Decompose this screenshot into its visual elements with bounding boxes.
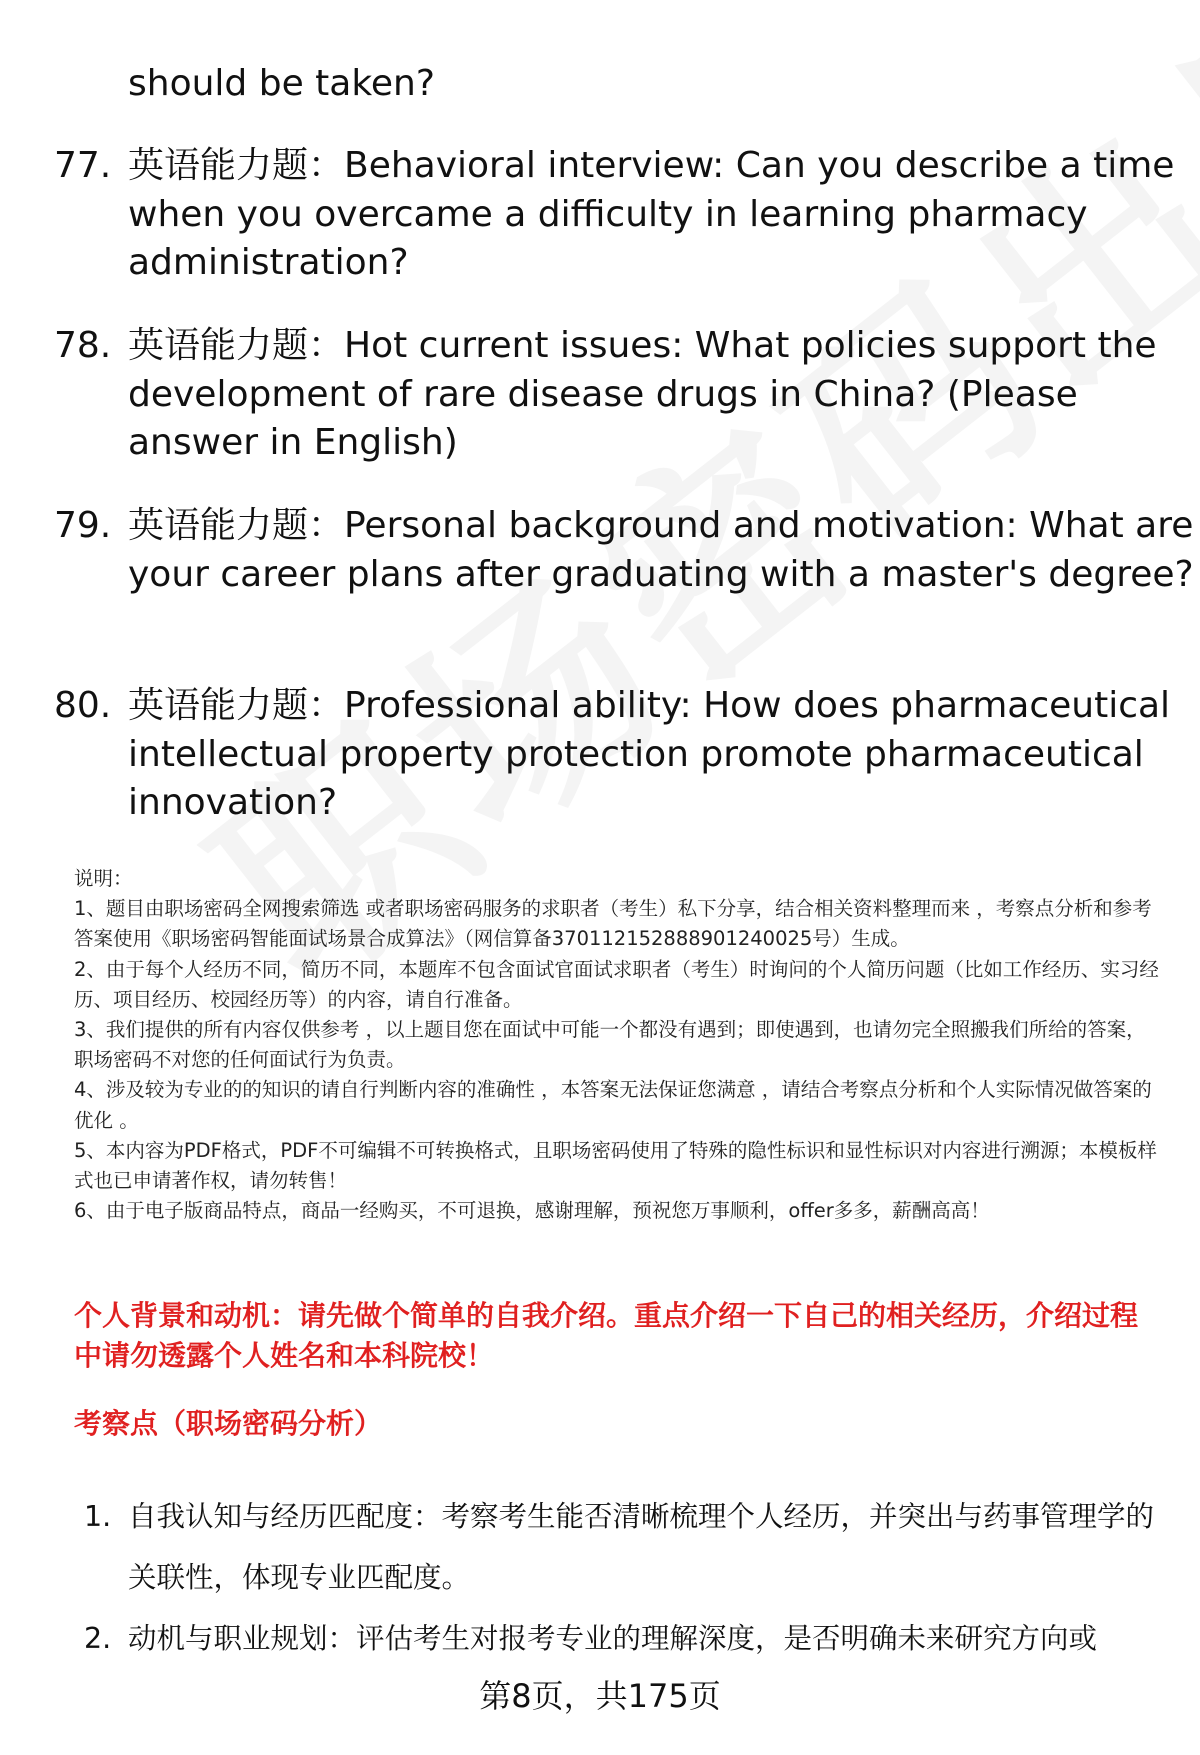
list-item-text: 动机与职业规划：评估考生对报考专业的理解深度，是否明确未来研究方向或 — [128, 1622, 1098, 1655]
question-number: 80. — [54, 685, 112, 726]
section-heading: 个人背景和动机：请先做个简单的自我介绍。重点介绍一下自己的相关经历，介绍过程中请勿透露个人姓名和本科院校！ — [74, 1299, 1139, 1372]
question-76-continuation: should be taken? — [128, 63, 435, 104]
list-item-number: 2. — [84, 1622, 112, 1655]
note-item: 5、本内容为PDF格式，PDF不可编辑不可转换格式，且职场密码使用了特殊的隐性标识和显性标识对内容进行溯源；本模板样式也已申请著作权，请勿转售！ — [74, 1138, 1157, 1193]
note-item: 6、由于电子版商品特点，商品一经购买，不可退换，感谢理解，预祝您万事顺利，offer多多，薪酬高高！ — [74, 1199, 990, 1223]
note-item: 4、涉及较为专业的的知识的请自行判断内容的准确性 ，本答案无法保证您满意 ，请结合考察点分析和个人实际情况做答案的优化 。 — [74, 1078, 1152, 1132]
page-footer: 第8页，共175页 — [479, 1677, 721, 1715]
question-text: 英语能力题：Behavioral interview: Can you describe a time when you overcame a difficulty in learning pharmacy administration? — [128, 145, 1175, 283]
question-number: 78. — [54, 325, 112, 366]
list-item-number: 1. — [84, 1500, 112, 1533]
list-item-text: 自我认知与经历匹配度：考察考生能否清晰梳理个人经历，并突出与药事管理学的关联性，体现专业匹配度。 — [128, 1500, 1155, 1594]
analysis-list — [84, 1486, 1164, 1669]
note-item: 1、题目由职场密码全网搜索筛选 或者职场密码服务的求职者（考生）私下分享，结合相关资料整理而来 ，考察点分析和参考答案使用《职场密码智能面试场景合成算法》（网信算备370112152888901240025号）生成。 — [74, 897, 1152, 951]
question-number: 79. — [54, 505, 112, 546]
list-item — [84, 1486, 1164, 1608]
list-item — [84, 1608, 1164, 1669]
note-item: 2、由于每个人经历不同，简历不同，本题库不包含面试官面试求职者（考生）时询问的个人简历问题（比如工作经历、实习经历、项目经历、校园经历等）的内容，请自行准备。 — [74, 957, 1159, 1011]
question-text: 英语能力题：Professional ability: How does pharmaceutical intellectual property protection promote pharmaceutical innovation? — [128, 685, 1171, 823]
notes-section — [74, 864, 1164, 1226]
analysis-heading: 考察点（职场密码分析） — [74, 1407, 383, 1440]
question-number: 77. — [54, 145, 112, 186]
question-text: 英语能力题：Personal background and motivation: What are your career plans after graduating with a master's degree? — [128, 505, 1194, 595]
note-item: 3、我们提供的所有内容仅供参考 ，以上题目您在面试中可能一个都没有遇到；即使遇到，也请勿完全照搬我们所给的答案，职场密码不对您的任何面试行为负责。 — [74, 1018, 1146, 1072]
notes-title: 说明： — [74, 867, 133, 890]
question-text: 英语能力题：Hot current issues: What policies support the development of rare disease drugs in China? (Please answer in English) — [128, 325, 1157, 463]
